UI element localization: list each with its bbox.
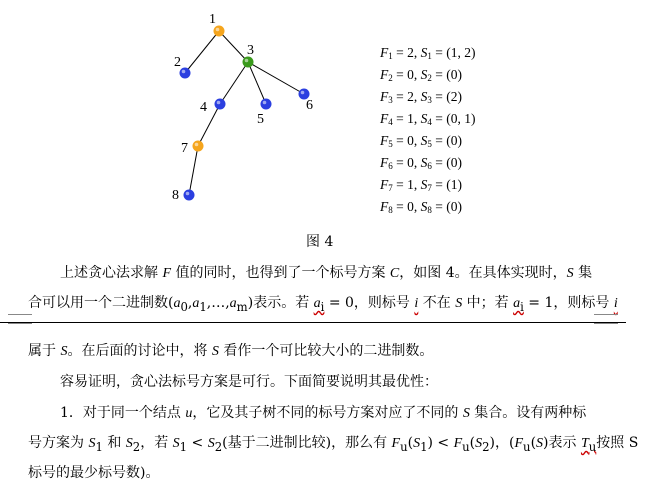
tree-node-highlight-4 (217, 101, 221, 105)
tree-node-highlight-7 (195, 143, 199, 147)
tree-node-4 (215, 99, 226, 110)
f-value-row: $F_2 = 0$, $S_2 = (0)$ (380, 67, 462, 83)
tree-node-label-7: 7 (181, 141, 188, 156)
tree-edge-7-8 (189, 146, 198, 195)
tree-node-label-2: 2 (174, 55, 181, 70)
tree-edge-1-2 (185, 31, 219, 73)
tree-node-highlight-8 (186, 192, 190, 196)
tree-edge-3-5 (248, 62, 266, 104)
f-value-list (380, 42, 476, 218)
f-value-row: $F_3 = 2$, $S_3 = (2)$ (380, 89, 462, 105)
tree-node-highlight-5 (263, 101, 267, 105)
tree-node-highlight-6 (301, 91, 305, 95)
tree-node-highlight-3 (245, 59, 249, 63)
tree-node-7 (193, 141, 204, 152)
tree-node-8 (184, 190, 195, 201)
tree-node-label-1: 1 (209, 12, 216, 27)
tree-node-label-3: 3 (247, 43, 254, 58)
f-value-row: $F_6 = 0$, $S_6 = (0)$ (380, 155, 462, 171)
tree-node-label-5: 5 (257, 112, 264, 127)
tree-node-label-6: 6 (306, 98, 313, 113)
tree-node-label-4: 4 (200, 100, 207, 115)
f-value-row: $F_8 = 0$, $S_8 = (0)$ (380, 199, 462, 215)
paragraph-4: 容易证明，贪心法标号方案是可行。下面简要说明其最优性： (60, 374, 438, 390)
tree-node-label-8: 8 (172, 188, 179, 203)
f-value-row: $F_5 = 0$, $S_5 = (0)$ (380, 133, 462, 149)
tree-node-highlight-1 (216, 28, 220, 32)
f-value-row: $F_4 = 1$, $S_4 = (0$, 1) (380, 111, 476, 127)
figure-caption: 图 4 (306, 234, 334, 250)
paragraph-6: 号方案为 $S_1$ 和 $S_2$，若 $S_1 < S_2$(基于二进制比较)，那么有 $F_u(S_1) < F_u(S_2)$，($F_u(S)$表示 $T_u$按照 S (28, 435, 639, 454)
page-break-marker-right (594, 314, 618, 324)
page-break-line (0, 322, 626, 323)
tree-node-1 (214, 26, 225, 37)
paragraph-1: 上述贪心法求解 F 值的同时，也得到了一个标号方案 C，如图 4。在具体实现时，S 集 (60, 265, 593, 281)
tree-diagram (0, 0, 360, 215)
f-value-row: $F_1 = 2$, $S_1 = (1$, 2) (380, 45, 476, 61)
tree-node-highlight-2 (182, 70, 186, 74)
f-value-row: $F_7 = 1$, $S_7 = (1)$ (380, 177, 462, 193)
paragraph-7: 标号的最少标号数)。 (28, 465, 160, 481)
tree-edge-1-3 (219, 31, 248, 62)
tree-node-2 (180, 68, 191, 79)
tree-node-3 (243, 57, 254, 68)
tree-edge-3-4 (220, 62, 248, 104)
paragraph-3: 属于 S。在后面的讨论中，将 S 看作一个可比较大小的二进制数。 (28, 343, 434, 359)
tree-edge-3-6 (248, 62, 304, 94)
paragraph-5: 1．对于同一个结点 u，它及其子树不同的标号方案对应了不同的 S 集合。设有两种标 (60, 405, 587, 421)
tree-node-5 (261, 99, 272, 110)
paragraph-2: 合可以用一个二进制数$(a_0,a_1,\dots,a_m)$表示。若 $a_i = 0$，则标号 i 不在 S 中；若 $a_i = 1$，则标号 i (28, 295, 618, 314)
